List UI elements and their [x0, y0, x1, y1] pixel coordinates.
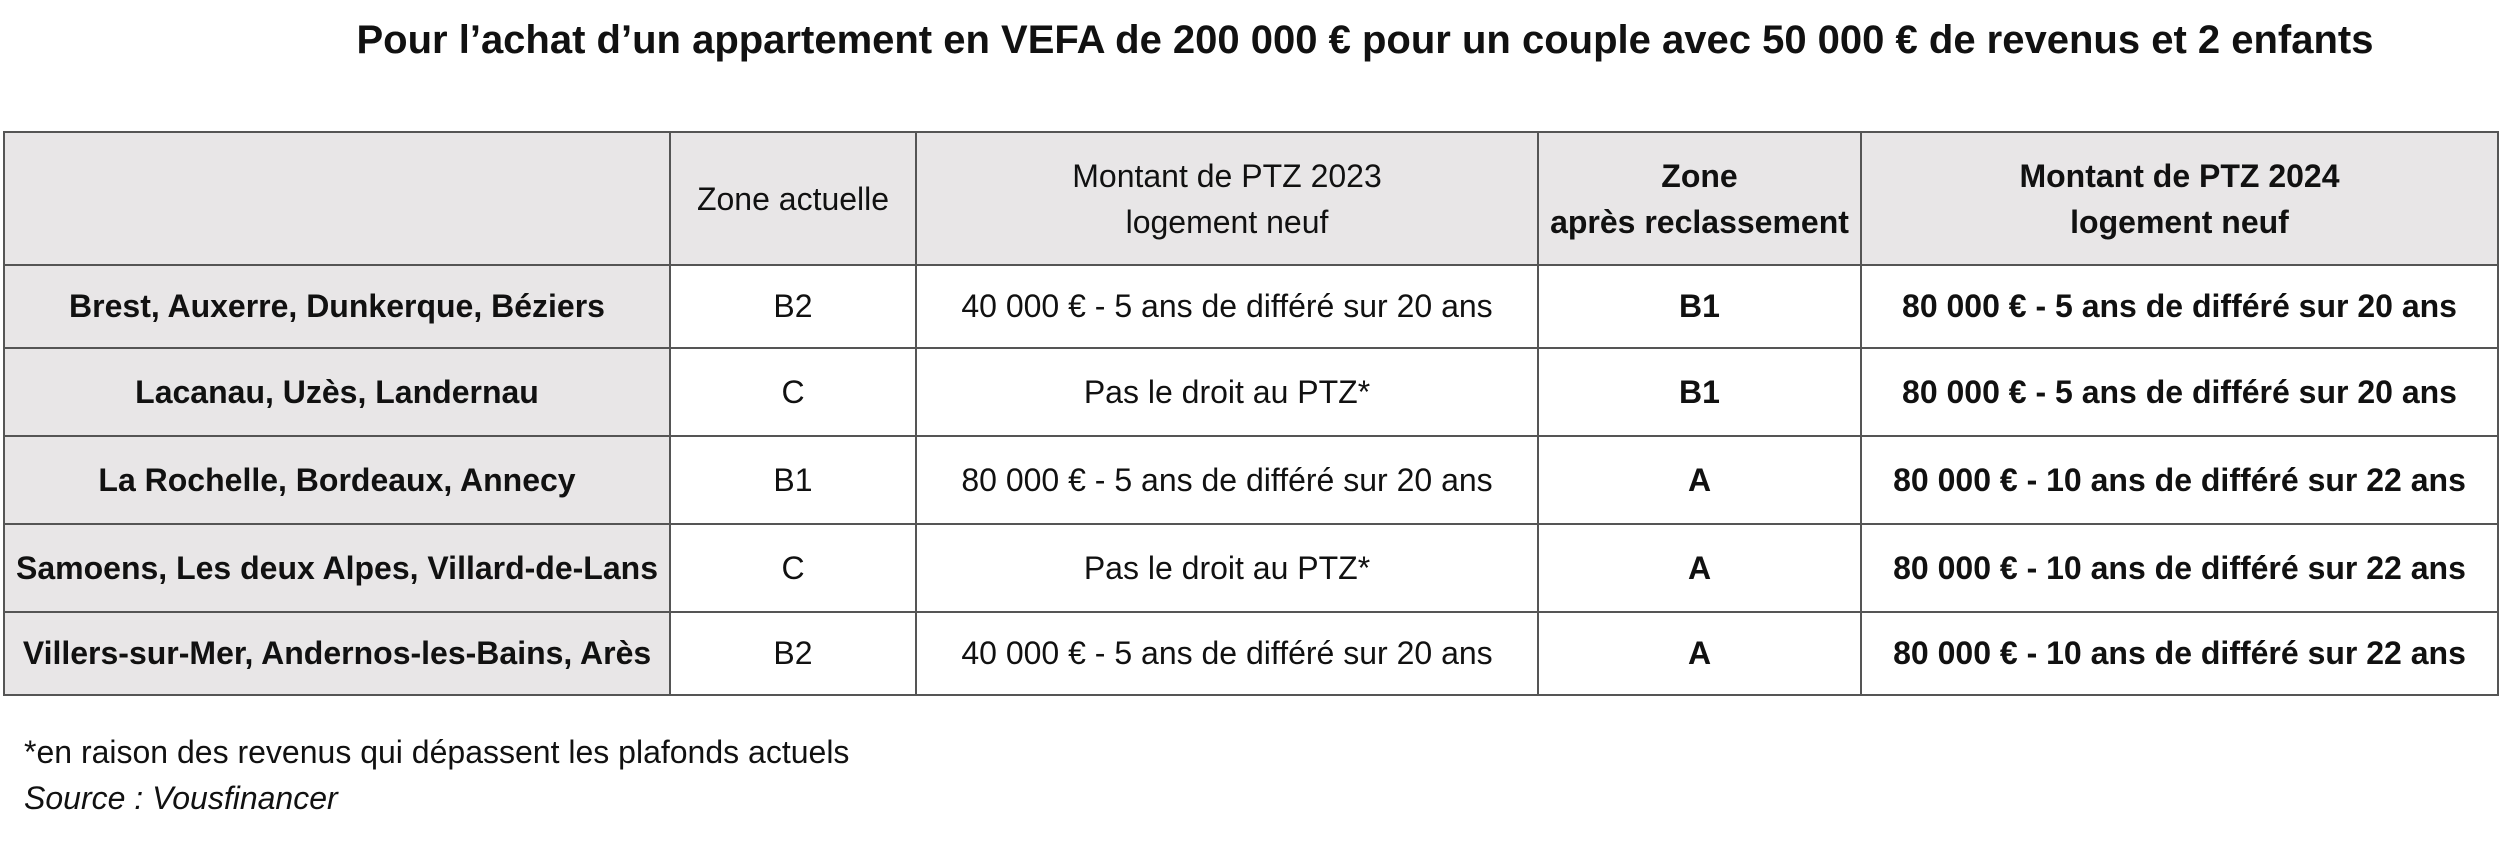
zone-actuelle-cell: C	[670, 524, 916, 612]
ptz-2024-cell: 80 000 € - 10 ans de différé sur 22 ans	[1861, 436, 2498, 524]
zone-apres-cell: A	[1538, 524, 1861, 612]
table-row	[4, 265, 2498, 348]
ptz-comparison-table	[3, 131, 2499, 696]
ptz-2023-cell: 40 000 € - 5 ans de différé sur 20 ans	[916, 265, 1538, 348]
page-title-text: Pour l’achat d’un appartement en VEFA de 200 000 € pour un couple avec 50 000 € de revenus et 2 enfants	[356, 18, 2374, 62]
city-cell: Lacanau, Uzès, Landernau	[4, 348, 670, 436]
zone-apres-cell: B1	[1538, 348, 1861, 436]
zone-actuelle-cell: B1	[670, 436, 916, 524]
zone-actuelle-cell: B2	[670, 265, 916, 348]
table-row	[4, 612, 2498, 695]
header-ptz-2024	[1861, 132, 2498, 265]
ptz-2024-cell: 80 000 € - 5 ans de différé sur 20 ans	[1861, 348, 2498, 436]
header-zone-apres	[1538, 132, 1861, 265]
table-row	[4, 348, 2498, 436]
header-ptz-2024-line1: Montant de PTZ 2024	[2019, 157, 2340, 194]
ptz-2024-cell: 80 000 € - 5 ans de différé sur 20 ans	[1861, 265, 2498, 348]
header-zone-apres-line2: après reclassement	[1550, 203, 1849, 240]
ptz-2024-cell: 80 000 € - 10 ans de différé sur 22 ans	[1861, 612, 2498, 695]
page-title	[0, 18, 2500, 63]
table-header-row	[4, 132, 2498, 265]
ptz-2024-cell: 80 000 € - 10 ans de différé sur 22 ans	[1861, 524, 2498, 612]
city-cell: La Rochelle, Bordeaux, Annecy	[4, 436, 670, 524]
table-row	[4, 436, 2498, 524]
zone-actuelle-cell: B2	[670, 612, 916, 695]
table-row	[4, 524, 2498, 612]
zone-apres-cell: A	[1538, 612, 1861, 695]
header-ptz-2023-line2: logement neuf	[1125, 203, 1329, 240]
zone-apres-cell: A	[1538, 436, 1861, 524]
city-cell: Villers-sur-Mer, Andernos-les-Bains, Arès	[4, 612, 670, 695]
ptz-2023-cell: Pas le droit au PTZ*	[916, 524, 1538, 612]
header-ptz-2023-line1: Montant de PTZ 2023	[1072, 157, 1382, 194]
header-zone-apres-line1: Zone	[1661, 157, 1738, 194]
zone-actuelle-cell: C	[670, 348, 916, 436]
footnote: *en raison des revenus qui dépassent les plafonds actuels	[24, 734, 850, 770]
city-cell: Samoens, Les deux Alpes, Villard-de-Lans	[4, 524, 670, 612]
header-ptz-2023	[916, 132, 1538, 265]
ptz-2023-cell: 40 000 € - 5 ans de différé sur 20 ans	[916, 612, 1538, 695]
header-city	[4, 132, 670, 265]
city-cell: Brest, Auxerre, Dunkerque, Béziers	[4, 265, 670, 348]
zone-apres-cell: B1	[1538, 265, 1861, 348]
source-credit: Source : Vousfinancer	[24, 780, 338, 816]
ptz-2023-cell: 80 000 € - 5 ans de différé sur 20 ans	[916, 436, 1538, 524]
ptz-2023-cell: Pas le droit au PTZ*	[916, 348, 1538, 436]
header-ptz-2024-line2: logement neuf	[2070, 203, 2289, 240]
header-zone-actuelle: Zone actuelle	[670, 132, 916, 265]
